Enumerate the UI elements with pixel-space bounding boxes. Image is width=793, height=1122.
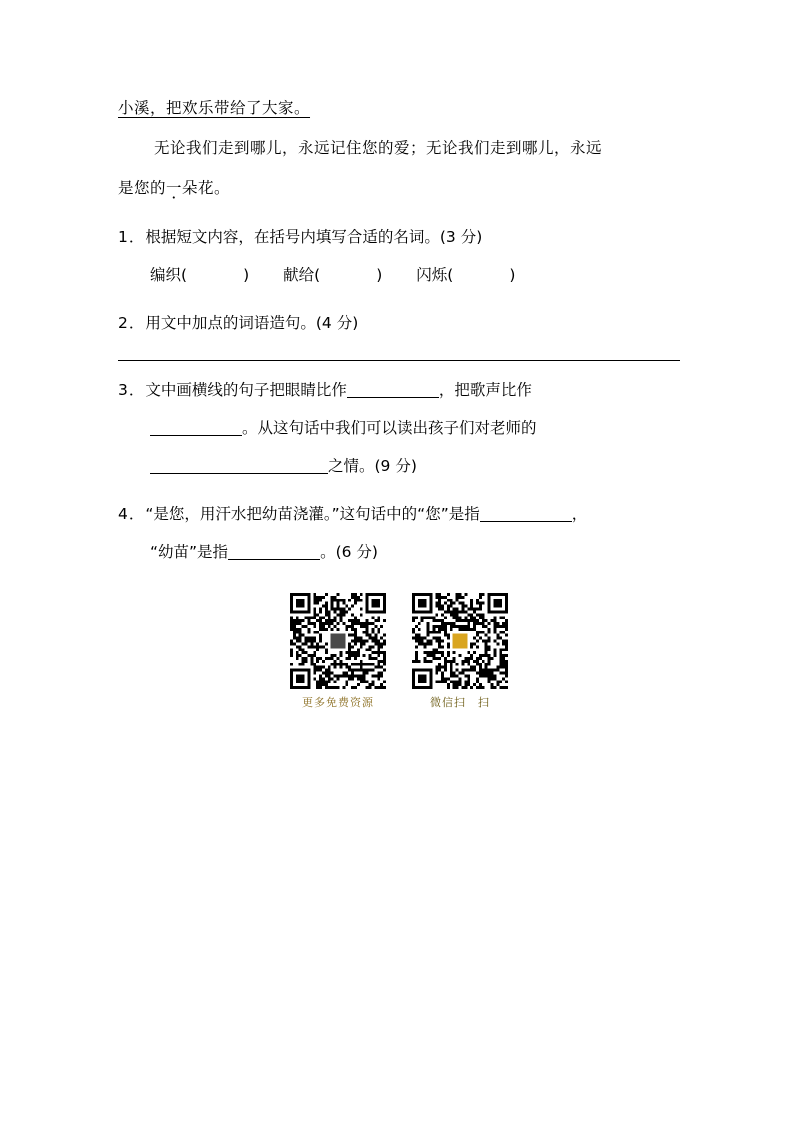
fill-item-1-close: ) [243, 266, 250, 284]
question-3-text-a: 文中画横线的句子把眼睛比作 [145, 381, 347, 399]
question-3-text-c: 。从这句话中我们可以读出孩子们对老师的 [242, 419, 537, 437]
question-4-text-b: ， [571, 505, 588, 523]
question-3-text-b: ，把歌声比作 [438, 381, 532, 399]
question-4-text-d: 。(6 分) [320, 543, 378, 561]
fill-item-2-label: 献给( [283, 266, 321, 284]
question-1-prompt [118, 218, 680, 256]
question-1-number: 1． [118, 228, 146, 246]
qr-code-icon [412, 593, 508, 689]
question-4-blank-2[interactable] [228, 559, 320, 560]
question-2-text: 用文中加点的词语造句。(4 分) [145, 314, 359, 332]
question-3 [118, 371, 680, 485]
fill-item-3-label: 闪烁( [416, 266, 454, 284]
question-3-line-2 [118, 409, 680, 447]
qr-code-section [118, 593, 680, 710]
question-1-text: 根据短文内容，在括号内填写合适的名词。(3 分) [145, 228, 483, 246]
question-4-line-1 [118, 495, 680, 533]
question-4-number: 4． [118, 505, 146, 523]
qr-caption-wechat: 微信扫 扫 [430, 696, 490, 709]
passage-line-3-text: 是您的一朵花。 · [118, 179, 230, 197]
question-4-text-c: “幼苗”是指 [150, 543, 229, 561]
question-4 [118, 495, 680, 571]
passage-line-3 [118, 168, 680, 208]
passage-line-1: 小溪，把欢乐带给了大家。 [118, 99, 311, 117]
qr-code-icon [290, 593, 386, 689]
question-3-blank-2[interactable] [150, 435, 242, 436]
qr-item-wechat [412, 593, 508, 710]
fill-item-1-label: 编织( [150, 266, 188, 284]
fill-item-3-close: ) [509, 266, 516, 284]
question-4-text-a: “是您，用汗水把幼苗浇灌。”这句话中的“您”是指 [145, 505, 480, 523]
question-2-prompt [118, 304, 680, 342]
question-1-fill-row [118, 256, 680, 294]
fill-item-2-close: ) [376, 266, 383, 284]
question-2-number: 2． [118, 314, 146, 332]
qr-item-resources [290, 593, 386, 710]
question-4-blank-1[interactable] [480, 521, 572, 522]
question-2-answer-line[interactable] [118, 360, 680, 361]
question-4-line-2 [118, 533, 680, 571]
worksheet-content [118, 88, 680, 710]
question-1 [118, 218, 680, 294]
question-3-text-d: 之情。(9 分) [328, 457, 417, 475]
question-3-line-1 [118, 371, 680, 409]
question-3-blank-1[interactable] [347, 397, 439, 398]
passage-line-2: 无论我们走到哪儿，永远记住您的爱；无论我们走到哪儿，永远 [154, 139, 603, 157]
qr-caption-resources: 更多免费资源 [302, 696, 374, 709]
question-3-blank-3[interactable] [150, 473, 328, 474]
question-3-line-3 [118, 447, 680, 485]
question-3-number: 3． [118, 381, 146, 399]
question-2 [118, 304, 680, 361]
